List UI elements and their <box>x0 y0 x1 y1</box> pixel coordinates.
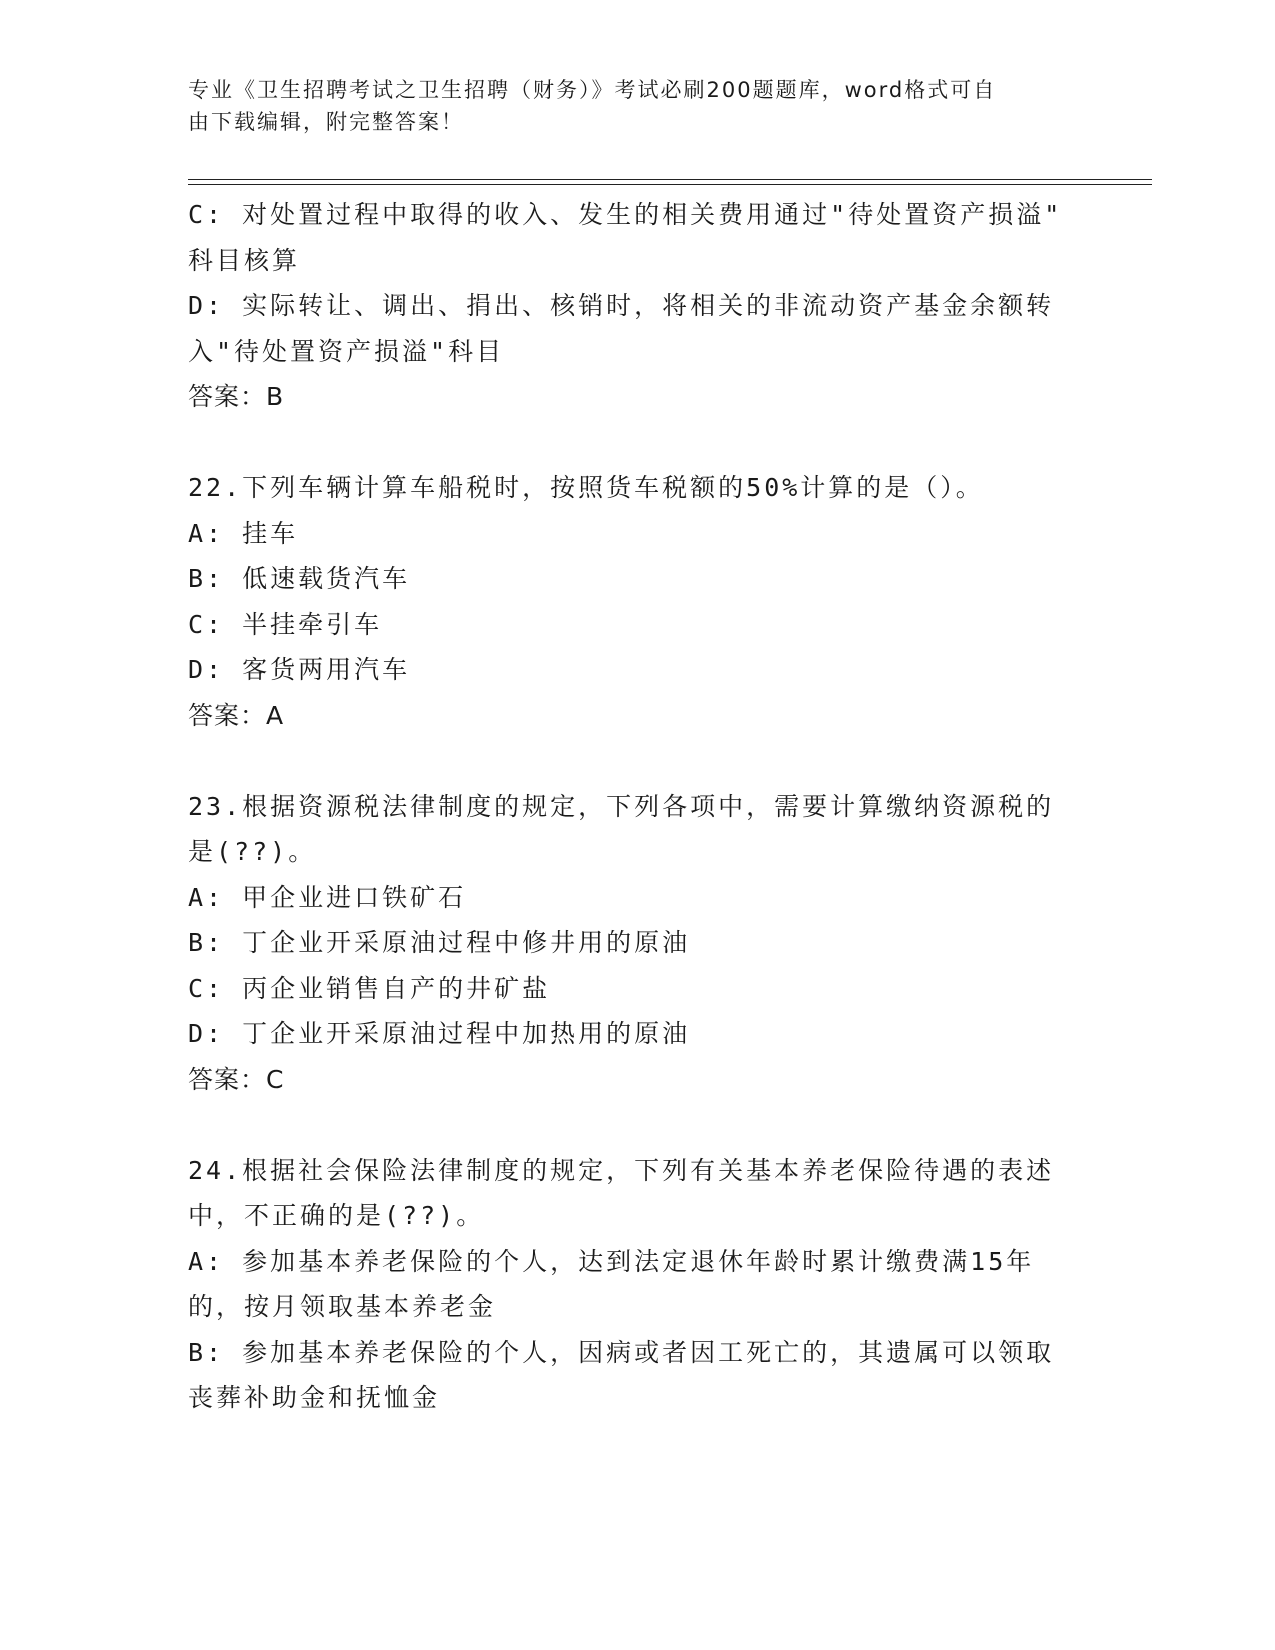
question-stem-line-2: 中，不正确的是(??)。 <box>188 1201 485 1230</box>
answer: 答案：A <box>188 700 285 730</box>
option-c-line-2: 科目核算 <box>188 245 301 275</box>
option-d: D: 丁企业开采原油过程中加热用的原油 <box>188 1019 691 1048</box>
option-b-line-2: 丧葬补助金和抚恤金 <box>188 1383 441 1412</box>
question-23 <box>188 784 1088 1103</box>
option-c: C: 半挂牵引车 <box>188 609 383 639</box>
spacer <box>188 420 1088 466</box>
option-b-line-1: B: 参加基本养老保险的个人，因病或者因工死亡的，其遗属可以领取 <box>188 1337 1055 1367</box>
header-line-2: 由下载编辑，附完整答案！ <box>188 110 464 134</box>
option-a-line-1: A: 参加基本养老保险的个人，达到法定退休年龄时累计缴费满15年 <box>188 1246 1035 1276</box>
option-c: C: 丙企业销售自产的井矿盐 <box>188 973 551 1003</box>
question-body <box>188 192 1088 1421</box>
answer: 答案：C <box>188 1064 285 1094</box>
header-rule-bottom <box>188 184 1152 185</box>
question-stem-line-1: 23.根据资源税法律制度的规定，下列各项中，需要计算缴纳资源税的 <box>188 791 1055 821</box>
question-21 <box>188 192 1088 420</box>
header-line-1: 专业《卫生招聘考试之卫生招聘（财务）》考试必刷200题题库，word格式可自 <box>188 78 997 102</box>
option-d-line-1: D: 实际转让、调出、捐出、核销时，将相关的非流动资产基金余额转 <box>188 291 1055 320</box>
question-stem-line-1: 24.根据社会保险法律制度的规定，下列有关基本养老保险待遇的表述 <box>188 1155 1055 1185</box>
question-24 <box>188 1148 1088 1421</box>
option-b: B: 丁企业开采原油过程中修井用的原油 <box>188 928 691 957</box>
option-c-line-1: C: 对处置过程中取得的收入、发生的相关费用通过"待处置资产损溢" <box>188 200 1063 229</box>
question-stem: 22.下列车辆计算车船税时，按照货车税额的50%计算的是（）。 <box>188 473 984 502</box>
spacer <box>188 738 1088 784</box>
spacer <box>188 1102 1088 1148</box>
option-d-line-2: 入"待处置资产损溢"科目 <box>188 336 505 366</box>
option-a: A: 挂车 <box>188 518 299 548</box>
option-b: B: 低速载货汽车 <box>188 564 411 593</box>
answer: 答案：B <box>188 382 285 411</box>
question-stem-line-2: 是(??)。 <box>188 837 317 866</box>
document-header <box>188 74 1068 138</box>
header-rule-top <box>188 179 1152 180</box>
option-d: D: 客货两用汽车 <box>188 655 411 684</box>
question-22 <box>188 465 1088 738</box>
option-a-line-2: 的，按月领取基本养老金 <box>188 1292 497 1321</box>
option-a: A: 甲企业进口铁矿石 <box>188 882 467 912</box>
